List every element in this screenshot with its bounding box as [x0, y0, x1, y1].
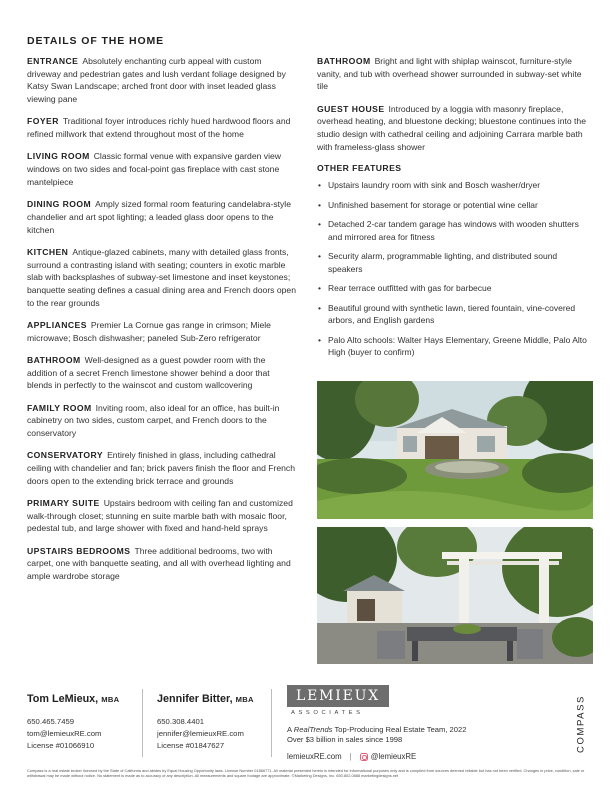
section-heading: DINING ROOM: [27, 199, 92, 210]
section-heading: APPLIANCES: [27, 319, 87, 330]
section-upstairs-bedrooms: [27, 545, 297, 583]
section-heading: UPSTAIRS BEDROOMS: [27, 545, 131, 556]
section-text: Absolutely enchanting curb appeal with custom driveway and pedestrian gates and lush verdant foliage designed by Katsy Swan Landscape; arched front door with inset leaded glass viewing pane: [27, 56, 286, 105]
list-item-text: Unfinished basement for storage or potential wine cellar: [328, 199, 538, 210]
bullet-icon: •: [318, 334, 321, 345]
list-item-text: Palo Alto schools: Walter Hays Elementary, Greene Middle, Palo Alto High (buyer to confirm): [328, 334, 587, 358]
section-text: Entirely finished in glass, including cathedral ceiling with chandelier and fan; brick pavers finish the floor and French doors open to the extending brick terrace and grounds: [27, 450, 295, 486]
agent-license: License #01066910: [27, 741, 95, 750]
bullet-icon: •: [318, 199, 321, 210]
list-item: [317, 282, 592, 294]
other-features-list: [317, 179, 592, 359]
section-text: Bright and light with shiplap wainscot, furniture-style vanity, and tub with overhead shower surrounded in subway-set white tile: [317, 56, 582, 92]
section-text: Three additional bedrooms, two with carpet, one with banquette seating, and all with overhead lighting and ample wardrobe storage: [27, 545, 291, 582]
section-primary-suite: [27, 497, 297, 535]
section-text: Traditional foyer introduces richly hued hardwood floors and refined millwork that extend throughout most of the home: [27, 116, 291, 140]
brand-tagline: A RealTrends Top-Producing Real Estate Team, 2022 Over $3 billion in sales since 1998: [287, 725, 467, 745]
section-text: Inviting room, also ideal for an office, has built-in cabinetry on two sides, custom carpet, and French doors to the conservatory: [27, 402, 280, 439]
section-heading: BATHROOM: [27, 354, 81, 365]
section-living-room: [27, 150, 297, 188]
agent-email[interactable]: jennifer@lemieuxRE.com: [157, 729, 244, 738]
legal-disclaimer: Compass is a real estate broker licensed by the State of California and abides by Equal Housing Opportunity laws. License Number 01866771. All material presented herein is intended for informational purposes only and is compiled from sources deemed reliable but has not been verified. Changes in price, condition, sale or withdrawal may be made without notice. No statement is made as to accuracy of any description. All measurements and square footage are approximate. ©Marketing Designs, Inc. 650.802.0888 marketingdesigns.net: [27, 768, 585, 779]
instagram-icon: [360, 753, 368, 761]
list-item: [317, 302, 592, 327]
divider: [142, 689, 143, 757]
section-heading: KITCHEN: [27, 246, 69, 257]
section-heading: FOYER: [27, 116, 59, 127]
list-item: [317, 218, 592, 243]
bullet-icon: •: [318, 219, 321, 230]
list-item: [317, 179, 592, 191]
guest-house-garden-photo: [317, 381, 593, 519]
brand-block: [287, 685, 557, 761]
compass-logo: COMPASS: [575, 694, 587, 754]
page-title: DETAILS OF THE HOME: [27, 35, 165, 47]
agent-license: License #01847627: [157, 741, 225, 750]
website-link[interactable]: lemieuxRE.com: [287, 752, 342, 762]
details-left-column: [27, 55, 297, 592]
footer: [0, 685, 616, 765]
details-right-column: [317, 55, 592, 366]
section-appliances: [27, 319, 297, 344]
agent-name: Jennifer Bitter, MBA: [157, 693, 254, 705]
list-item: [317, 250, 592, 275]
section-heading: BATHROOM: [317, 56, 371, 66]
bullet-icon: •: [318, 283, 321, 294]
list-item-text: Detached 2-car tandem garage has windows with wooden shutters and mirrored area for fitness: [328, 219, 579, 242]
lemieux-logo: LEMIEUX: [287, 685, 389, 707]
section-heading: ENTRANCE: [27, 56, 79, 66]
list-item-text: Upstairs laundry room with sink and Bosch washer/dryer: [328, 180, 541, 191]
agent-phone: 650.308.4401: [157, 717, 205, 726]
section-text: Premier La Cornue gas range in crimson; Miele microwave; Bosch dishwasher; paneled Sub-Zero refrigerator: [27, 319, 271, 343]
link-separator: |: [349, 752, 352, 762]
bullet-icon: •: [318, 302, 321, 313]
brand-links: [287, 752, 557, 761]
list-item-text: Beautiful ground with synthetic lawn, tiered fountain, vine-covered arbors, and English gardens: [328, 302, 576, 326]
agent-name: Tom LeMieux, MBA: [27, 693, 120, 705]
section-text: Amply sized formal room featuring candelabra-style chandelier and art spot lighting; a leaded glass door opens to the kitchen: [27, 199, 291, 235]
agent-phone: 650.465.7459: [27, 717, 75, 726]
bullet-icon: •: [318, 180, 321, 191]
section-heading: FAMILY ROOM: [27, 402, 92, 413]
agent-email[interactable]: tom@lemieuxRE.com: [27, 729, 102, 738]
section-foyer: [27, 115, 297, 140]
section-kitchen: [27, 246, 297, 310]
section-heading: LIVING ROOM: [27, 151, 90, 162]
terrace-pergola-photo: [317, 527, 593, 664]
section-conservatory: [27, 449, 297, 487]
section-entrance: [27, 55, 297, 106]
divider: [271, 689, 272, 757]
list-item-text: Security alarm, programmable lighting, and distributed sound speakers: [328, 251, 558, 274]
section-text: Upstairs bedroom with ceiling fan and customized walk-through closet; stunning en suite marble bath with mosaic floor, pedestal tub, and large shower with fixed and hand-held sprays: [27, 498, 293, 534]
agent-card: [157, 693, 254, 752]
section-heading: GUEST HOUSE: [317, 103, 385, 114]
section-heading: PRIMARY SUITE: [27, 498, 100, 509]
section-text: Antique-glazed cabinets, many with detailed glass fronts, surround a contrasting island with seating; counters in exotic marble slab with backsplashes of subway-set limestone and inset keystones; banquette seating defines a casual dining area and French doors open to the rear grounds: [27, 246, 296, 308]
section-dining-room: [27, 198, 297, 236]
section-text: Introduced by a loggia with masonry fireplace, overhead heating, and bluestone decking; bluestone continues into the studio design with cathedral ceiling and adjoining Carrara marble bath with frameless-glass shower: [317, 103, 586, 152]
section-text: Well-designed as a guest powder room with the addition of a secret French limestone shower behind a door that blends in perfectly to the wainscot and custom wallcovering: [27, 354, 270, 391]
section-family-room: [27, 402, 297, 440]
logo-subtitle: ASSOCIATES: [291, 710, 364, 716]
other-features-heading: OTHER FEATURES: [317, 163, 402, 174]
section-guest-house: [317, 103, 592, 154]
section-heading: CONSERVATORY: [27, 450, 104, 461]
agent-card: [27, 693, 119, 752]
bullet-icon: •: [318, 251, 321, 262]
list-item-text: Rear terrace outfitted with gas for barbecue: [328, 283, 492, 294]
list-item: [317, 334, 592, 359]
section-bathroom: [27, 354, 297, 392]
section-text: Classic formal venue with expansive garden view windows on two sides and focal-point gas fireplace with cast stone mantelpiece: [27, 151, 281, 187]
list-item: [317, 199, 592, 211]
section-upstairs-bathroom: [317, 55, 592, 93]
instagram-handle[interactable]: @lemieuxRE: [370, 752, 417, 762]
